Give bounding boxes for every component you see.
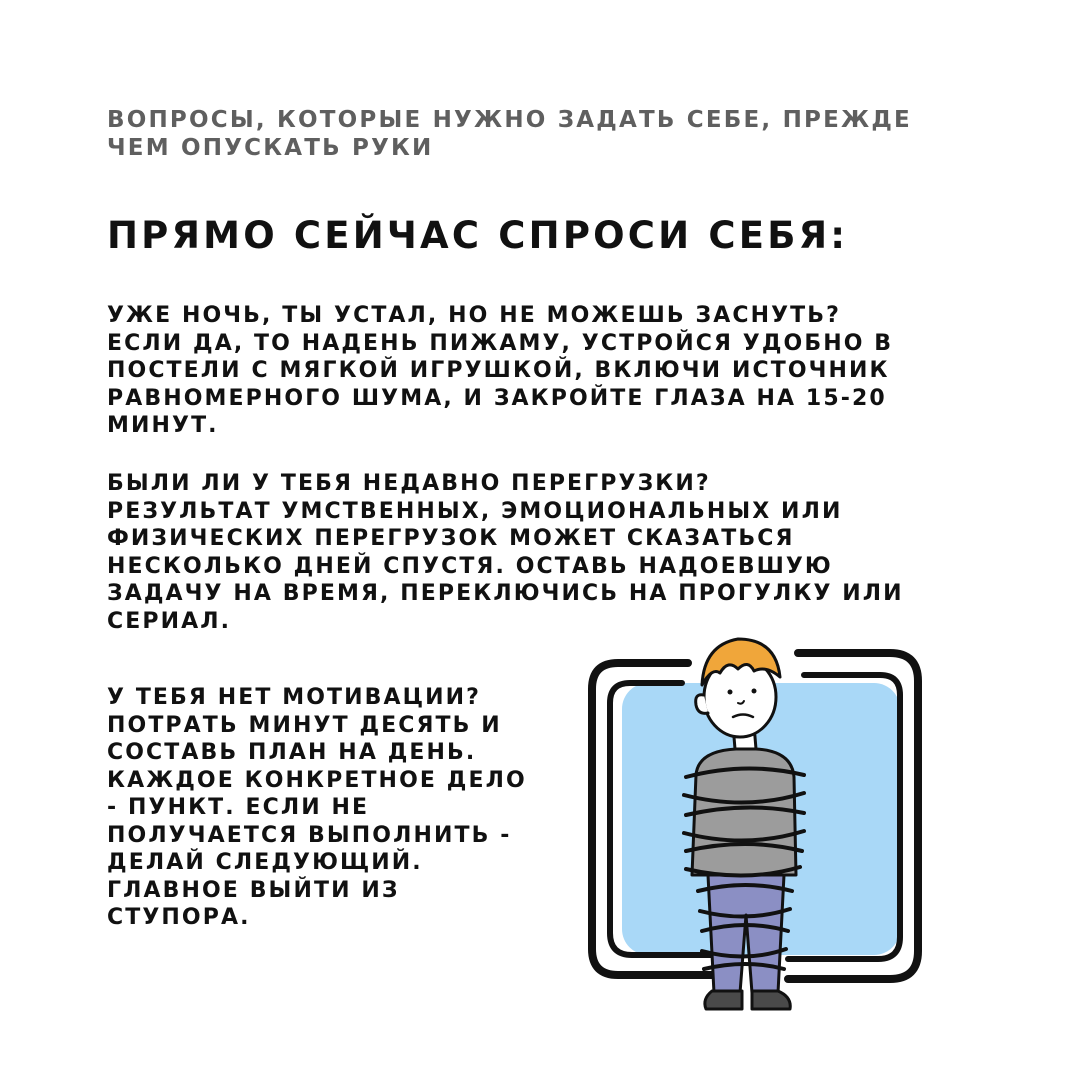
page-title: ПРЯМО СЕЙЧАС СПРОСИ СЕБЯ: [107, 214, 849, 257]
boy-shoe-right [752, 991, 790, 1009]
advice-text: РЕЗУЛЬТАТ УМСТВЕННЫХ, ЭМОЦИОНАЛЬНЫХ ИЛИ ФИЗИЧЕСКИХ ПЕРЕГРУЗОК МОЖЕТ СКАЗАТЬСЯ НЕСКОЛЬКО ДНЕЙ СПУСТЯ. ОСТАВЬ НАДОЕВШУЮ ЗАДАЧУ НА ВРЕМЯ, ПЕРЕКЛЮЧИСЬ НА ПРОГУЛКУ ИЛИ СЕРИАЛ. [107, 498, 904, 634]
advice-text: ЕСЛИ ДА, ТО НАДЕНЬ ПИЖАМУ, УСТРОЙСЯ УДОБНО В ПОСТЕЛИ С МЯГКОЙ ИГРУШКОЙ, ВКЛЮЧИ ИСТОЧНИК РАВНОМЕРНОГО ШУМА, И ЗАКРОЙТЕ ГЛАЗА НА 15-20 МИНУТ. [107, 330, 894, 438]
question-text: У ТЕБЯ НЕТ МОТИВАЦИИ? [107, 685, 482, 710]
boy-shoe-left [705, 991, 742, 1009]
question-block-sleep [107, 302, 937, 440]
question-block-overload [107, 470, 937, 635]
question-block-motivation [107, 684, 527, 932]
question-text: БЫЛИ ЛИ У ТЕБЯ НЕДАВНО ПЕРЕГРУЗКИ? [107, 471, 711, 496]
boy-pants [708, 875, 784, 993]
stuck-boy-illustration [578, 625, 938, 1025]
question-text: УЖЕ НОЧЬ, ТЫ УСТАЛ, НО НЕ МОЖЕШЬ ЗАСНУТЬ? [107, 303, 841, 328]
advice-text: ПОТРАТЬ МИНУТ ДЕСЯТЬ И СОСТАВЬ ПЛАН НА ДЕНЬ. КАЖДОЕ КОНКРЕТНОЕ ДЕЛО - ПУНКТ. ЕСЛИ НЕ ПОЛУЧАЕТСЯ ВЫПОЛНИТЬ - ДЕЛАЙ СЛЕДУЮЩИЙ. ГЛАВНОЕ ВЫЙТИ ИЗ СТУПОРА. [107, 712, 527, 930]
kicker-subtitle: ВОПРОСЫ, КОТОРЫЕ НУЖНО ЗАДАТЬ СЕБЕ, ПРЕЖДЕ ЧЕМ ОПУСКАТЬ РУКИ [107, 107, 912, 161]
